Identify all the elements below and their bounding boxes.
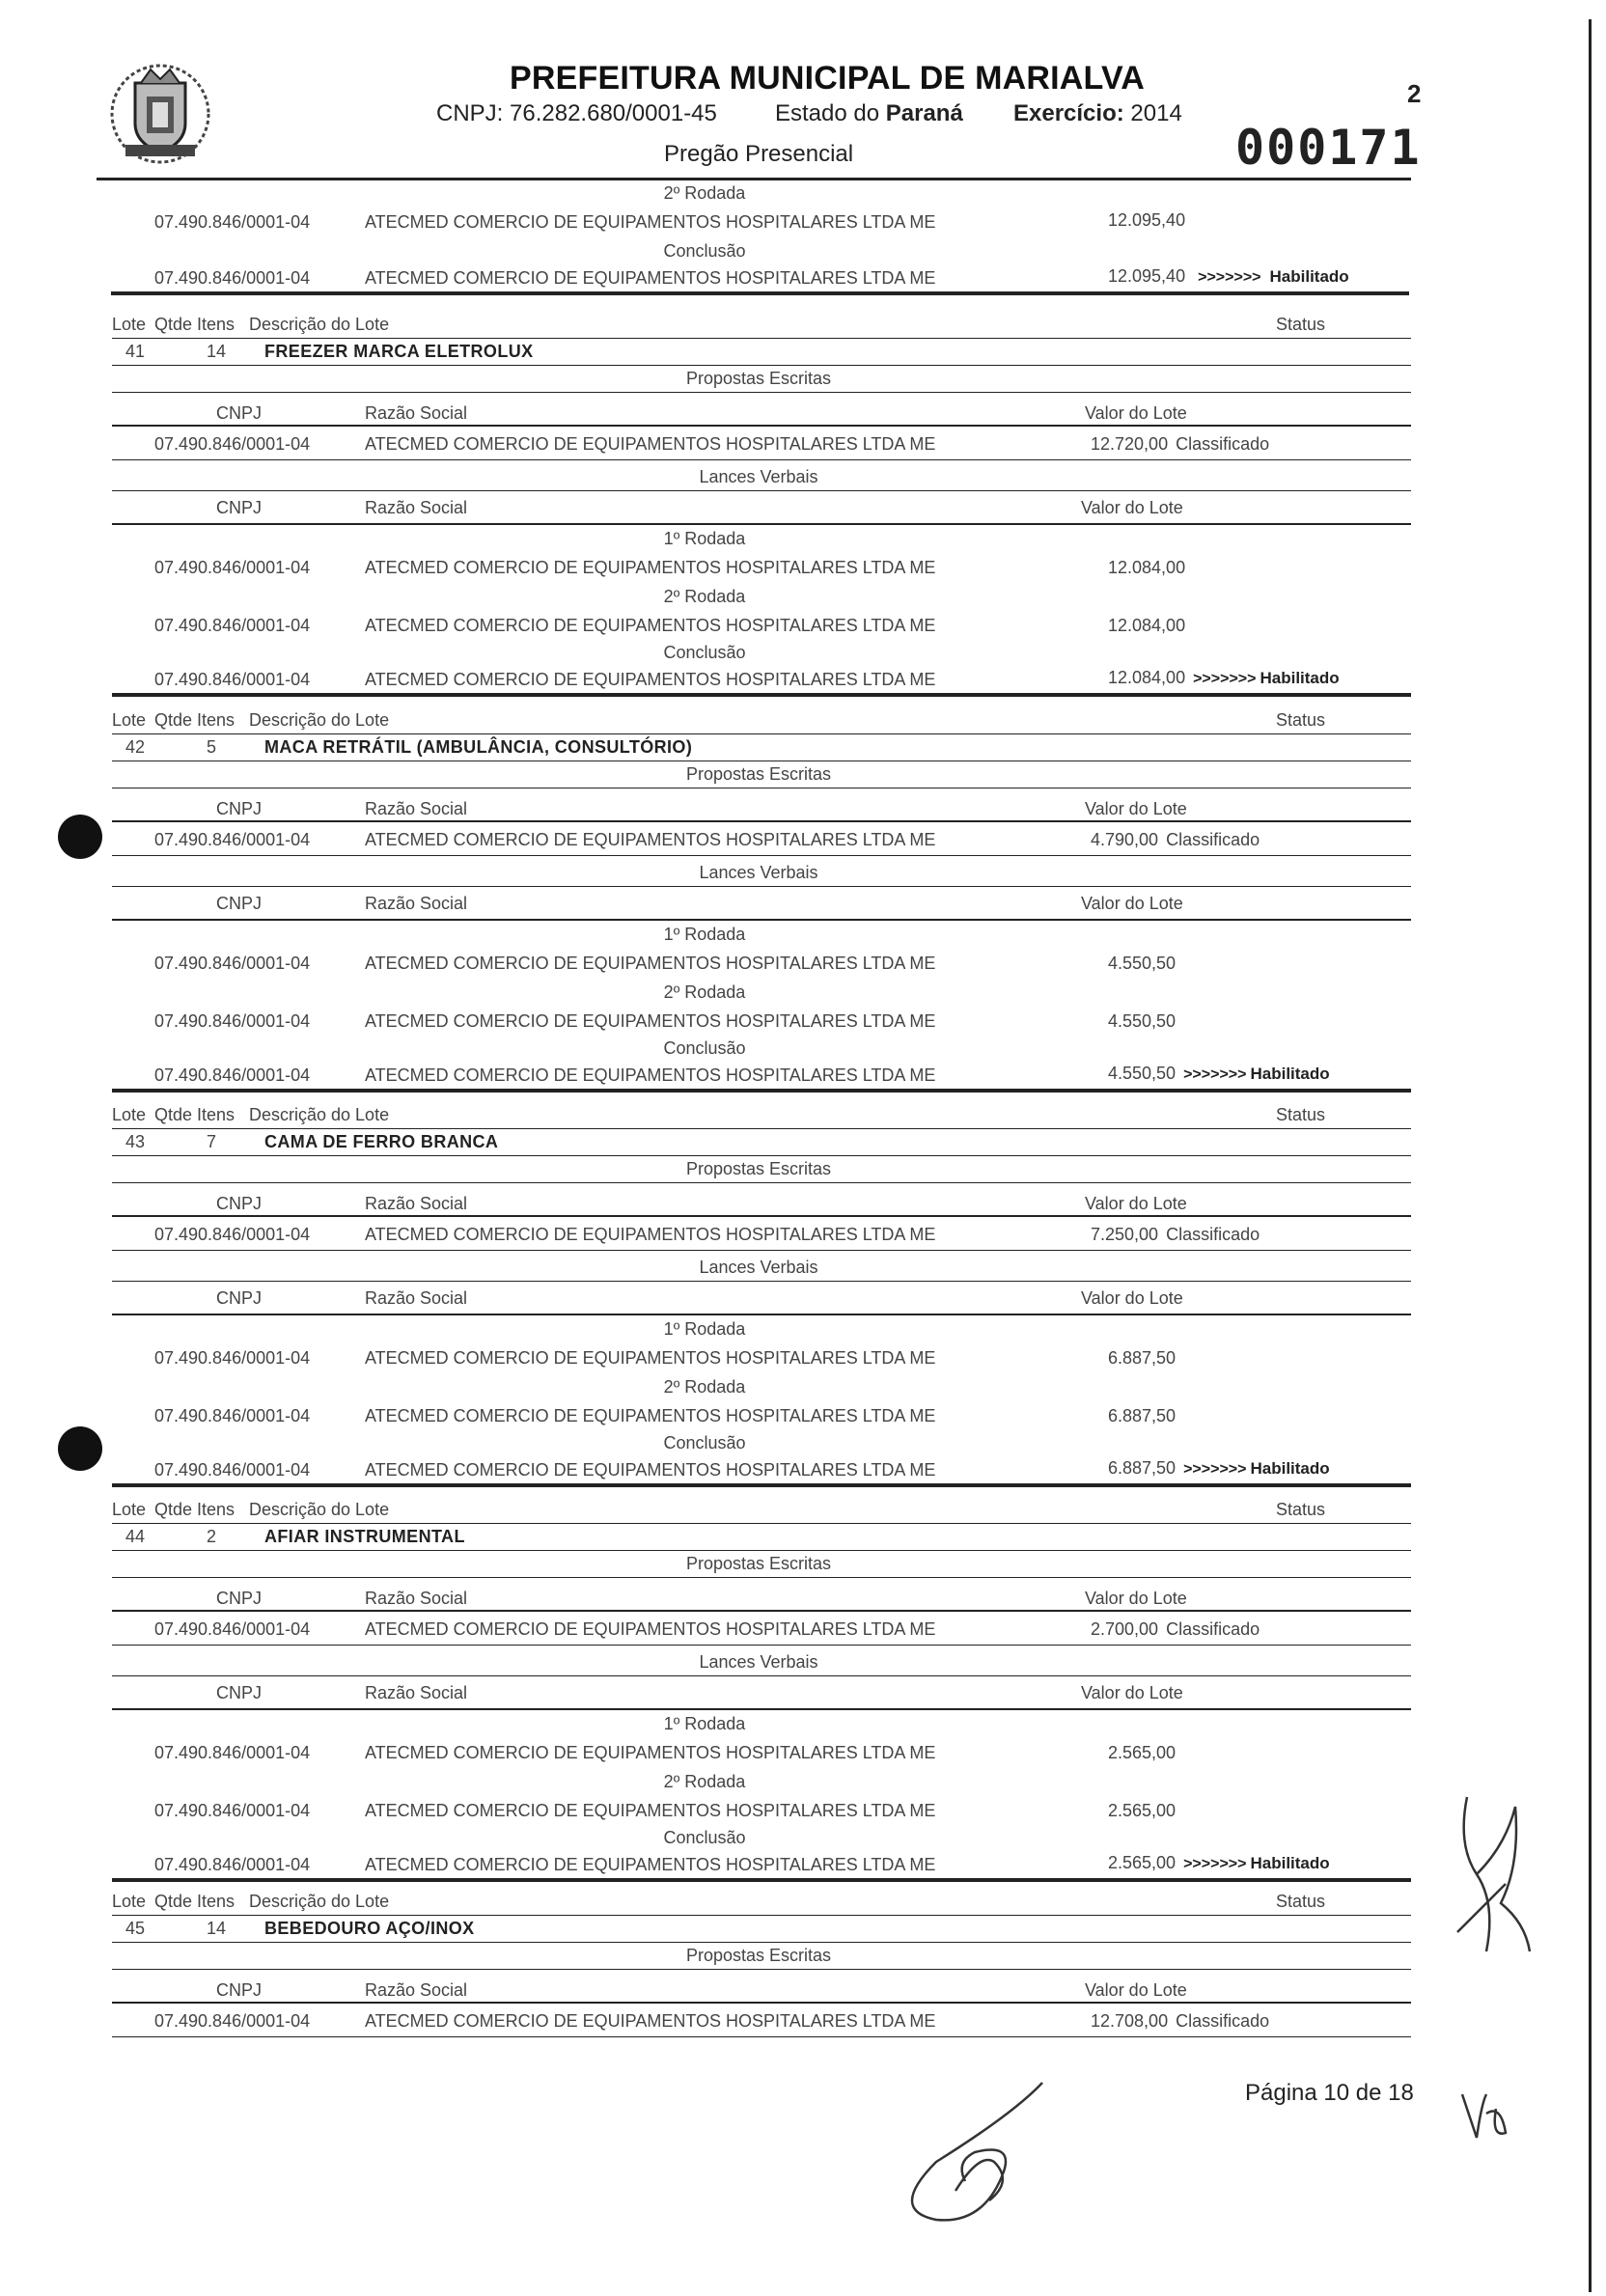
top-rodada-label: 2º Rodada bbox=[663, 183, 746, 203]
lote-number: 45 bbox=[125, 1919, 146, 1938]
valor-col-header: Valor do Lote bbox=[1081, 1683, 1183, 1702]
status-label: Status bbox=[1276, 1500, 1326, 1519]
lote-descricao: BEBEDOURO AÇO/INOX bbox=[264, 1919, 475, 1938]
proposta-razao: ATECMED COMERCIO DE EQUIPAMENTOS HOSPITALARES LTDA ME bbox=[365, 434, 936, 454]
exercicio-label: Exercício: bbox=[1013, 100, 1124, 126]
descricao-label: Descrição do Lote bbox=[249, 1105, 390, 1124]
proposta-razao: ATECMED COMERCIO DE EQUIPAMENTOS HOSPITALARES LTDA ME bbox=[365, 1225, 936, 1244]
conclusao-razao: ATECMED COMERCIO DE EQUIPAMENTOS HOSPITALARES LTDA ME bbox=[365, 1065, 936, 1085]
razao-col-header: Razão Social bbox=[365, 1194, 468, 1213]
rodada1-razao: ATECMED COMERCIO DE EQUIPAMENTOS HOSPITALARES LTDA ME bbox=[365, 954, 936, 973]
modalidade: Pregão Presencial bbox=[664, 141, 854, 167]
proposta-razao: ATECMED COMERCIO DE EQUIPAMENTOS HOSPITALARES LTDA ME bbox=[365, 1619, 936, 1639]
lances-rule bbox=[112, 1675, 1411, 1676]
lote-descricao: FREEZER MARCA ELETROLUX bbox=[264, 342, 534, 361]
rodada1-valor: 6.887,50 bbox=[1108, 1348, 1177, 1368]
arrows: >>>>>>> bbox=[1183, 1066, 1247, 1083]
conclusao-label: Conclusão bbox=[663, 1828, 746, 1847]
rodada1-razao: ATECMED COMERCIO DE EQUIPAMENTOS HOSPITALARES LTDA ME bbox=[365, 558, 936, 577]
punch-hole bbox=[58, 815, 102, 859]
cnpj-col-header: CNPJ bbox=[216, 403, 263, 423]
rodada1-label: 1º Rodada bbox=[663, 925, 746, 944]
rodada2-cnpj: 07.490.846/0001-04 bbox=[154, 1801, 311, 1820]
rodada1-razao: ATECMED COMERCIO DE EQUIPAMENTOS HOSPITALARES LTDA ME bbox=[365, 1743, 936, 1762]
rodada2-valor: 6.887,50 bbox=[1108, 1406, 1177, 1425]
signature-bottom bbox=[898, 2075, 1052, 2234]
lances-label: Lances Verbais bbox=[699, 863, 818, 882]
razao-col-header: Razão Social bbox=[365, 799, 468, 818]
rodada2-razao: ATECMED COMERCIO DE EQUIPAMENTOS HOSPITALARES LTDA ME bbox=[365, 1011, 936, 1031]
exercicio-line bbox=[1013, 100, 1182, 127]
rodada1-label: 1º Rodada bbox=[663, 1319, 746, 1339]
lote-number: 42 bbox=[125, 737, 146, 757]
rodada1-cnpj: 07.490.846/0001-04 bbox=[154, 954, 311, 973]
lote-end-rule bbox=[112, 1878, 1411, 1882]
valor-col-header: Valor do Lote bbox=[1085, 799, 1187, 818]
conclusao-valor bbox=[1108, 668, 1340, 688]
col-header-rule bbox=[112, 1314, 1411, 1315]
conclusao-cnpj: 07.490.846/0001-04 bbox=[154, 1065, 311, 1085]
conclusao-valor bbox=[1108, 1853, 1330, 1873]
conclusao-cnpj: 07.490.846/0001-04 bbox=[154, 1855, 311, 1874]
descricao-label: Descrição do Lote bbox=[249, 710, 390, 730]
col-header-rule bbox=[112, 1708, 1411, 1710]
proposta-valor-number: 4.790,00 bbox=[1091, 830, 1159, 849]
proposta-cnpj: 07.490.846/0001-04 bbox=[154, 1619, 311, 1639]
top-valor: 12.095,40 bbox=[1108, 210, 1186, 230]
estado-label: Estado do bbox=[775, 100, 880, 126]
lote-end-rule bbox=[112, 1483, 1411, 1487]
lances-label: Lances Verbais bbox=[699, 467, 818, 486]
lote-descricao: AFIAR INSTRUMENTAL bbox=[264, 1527, 465, 1546]
status-classificado: Classificado bbox=[1166, 830, 1260, 849]
cnpj-col-header: CNPJ bbox=[216, 498, 263, 517]
propostas-label: Propostas Escritas bbox=[685, 1159, 832, 1178]
razao-col-header: Razão Social bbox=[365, 1683, 468, 1702]
rodada2-cnpj: 07.490.846/0001-04 bbox=[154, 1011, 311, 1031]
top-razao-conclusao: ATECMED COMERCIO DE EQUIPAMENTOS HOSPITALARES LTDA ME bbox=[365, 268, 936, 288]
lances-rule bbox=[112, 886, 1411, 887]
proposta-row-rule bbox=[112, 1250, 1411, 1251]
lote-qtde: 14 bbox=[207, 342, 227, 361]
conclusao-valor bbox=[1108, 1458, 1330, 1479]
qtde-label: Qtde Itens bbox=[154, 1892, 235, 1911]
conclusao-razao: ATECMED COMERCIO DE EQUIPAMENTOS HOSPITALARES LTDA ME bbox=[365, 670, 936, 689]
status-label: Status bbox=[1276, 710, 1326, 730]
top-razao: ATECMED COMERCIO DE EQUIPAMENTOS HOSPITALARES LTDA ME bbox=[365, 212, 936, 232]
status-habilitado: Habilitado bbox=[1269, 267, 1349, 286]
rodada2-label: 2º Rodada bbox=[663, 587, 746, 606]
valor-col-header: Valor do Lote bbox=[1081, 1288, 1183, 1308]
top-valor-conclusao bbox=[1108, 266, 1349, 287]
lote-header-rule bbox=[112, 1128, 1411, 1129]
cnpj-col-header: CNPJ bbox=[216, 1194, 263, 1213]
rodada2-razao: ATECMED COMERCIO DE EQUIPAMENTOS HOSPITALARES LTDA ME bbox=[365, 1801, 936, 1820]
cnpj-col-header: CNPJ bbox=[216, 799, 263, 818]
page-title: PREFEITURA MUNICIPAL DE MARIALVA bbox=[510, 60, 1146, 97]
propostas-label: Propostas Escritas bbox=[685, 764, 832, 784]
conclusao-valor-number: 12.084,00 bbox=[1108, 668, 1186, 687]
propostas-rule bbox=[112, 1577, 1411, 1578]
rodada1-razao: ATECMED COMERCIO DE EQUIPAMENTOS HOSPITALARES LTDA ME bbox=[365, 1348, 936, 1368]
status-classificado: Classificado bbox=[1166, 1619, 1260, 1639]
status-habilitado: Habilitado bbox=[1250, 1459, 1330, 1478]
signature-initials-right bbox=[1457, 2085, 1515, 2147]
razao-col-header: Razão Social bbox=[365, 1589, 468, 1608]
propostas-label: Propostas Escritas bbox=[685, 1554, 832, 1573]
col-header-rule bbox=[112, 425, 1411, 427]
proposta-valor bbox=[1091, 2011, 1269, 2032]
estado-value: Paraná bbox=[885, 100, 963, 126]
status-habilitado: Habilitado bbox=[1260, 669, 1340, 687]
rodada2-label: 2º Rodada bbox=[663, 1377, 746, 1397]
lote-header-rule bbox=[112, 1523, 1411, 1524]
lote-header-rule bbox=[112, 733, 1411, 734]
header-info-line bbox=[436, 100, 717, 127]
conclusao-cnpj: 07.490.846/0001-04 bbox=[154, 1460, 311, 1480]
qtde-label: Qtde Itens bbox=[154, 710, 235, 730]
top-conclusao-label: Conclusão bbox=[663, 241, 746, 261]
rodada2-razao: ATECMED COMERCIO DE EQUIPAMENTOS HOSPITALARES LTDA ME bbox=[365, 616, 936, 635]
lote-desc-rule bbox=[112, 1942, 1411, 1943]
rodada1-label: 1º Rodada bbox=[663, 1714, 746, 1733]
lote-desc-rule bbox=[112, 1550, 1411, 1551]
arrows: >>>>>>> bbox=[1183, 1461, 1247, 1478]
proposta-row-rule bbox=[112, 1645, 1411, 1646]
lote-qtde: 7 bbox=[207, 1132, 217, 1151]
rodada1-valor: 2.565,00 bbox=[1108, 1743, 1177, 1762]
valor-col-header: Valor do Lote bbox=[1081, 894, 1183, 913]
top-section-rule bbox=[111, 291, 1409, 295]
lote-label: Lote bbox=[112, 1500, 147, 1519]
lote-number: 44 bbox=[125, 1527, 146, 1546]
descricao-label: Descrição do Lote bbox=[249, 1500, 390, 1519]
lote-label: Lote bbox=[112, 1105, 147, 1124]
rodada2-valor: 2.565,00 bbox=[1108, 1801, 1177, 1820]
rodada2-cnpj: 07.490.846/0001-04 bbox=[154, 616, 311, 635]
status-habilitado: Habilitado bbox=[1250, 1065, 1330, 1083]
proposta-valor bbox=[1091, 1619, 1260, 1640]
lote-label: Lote bbox=[112, 1892, 147, 1911]
signature-right bbox=[1448, 1787, 1535, 1966]
rodada1-cnpj: 07.490.846/0001-04 bbox=[154, 1348, 311, 1368]
conclusao-label: Conclusão bbox=[663, 1038, 746, 1058]
proposta-cnpj: 07.490.846/0001-04 bbox=[154, 434, 311, 454]
status-classificado: Classificado bbox=[1166, 1225, 1260, 1244]
proposta-row-rule bbox=[112, 2036, 1411, 2037]
rodada2-razao: ATECMED COMERCIO DE EQUIPAMENTOS HOSPITALARES LTDA ME bbox=[365, 1406, 936, 1425]
arrows: >>>>>>> bbox=[1198, 269, 1261, 286]
corner-mark: 2 bbox=[1407, 79, 1422, 108]
exercicio-value: 2014 bbox=[1130, 100, 1182, 126]
descricao-label: Descrição do Lote bbox=[249, 1892, 390, 1911]
descricao-label: Descrição do Lote bbox=[249, 315, 390, 334]
lote-number: 43 bbox=[125, 1132, 146, 1151]
top-cnpj-conclusao: 07.490.846/0001-04 bbox=[154, 268, 311, 288]
rodada1-valor: 12.084,00 bbox=[1108, 558, 1186, 577]
proposta-cnpj: 07.490.846/0001-04 bbox=[154, 1225, 311, 1244]
conclusao-valor-number: 4.550,50 bbox=[1108, 1064, 1177, 1083]
status-label: Status bbox=[1276, 315, 1326, 334]
conclusao-razao: ATECMED COMERCIO DE EQUIPAMENTOS HOSPITALARES LTDA ME bbox=[365, 1460, 936, 1480]
proposta-valor bbox=[1091, 1225, 1260, 1245]
page-stamp-number: 000171 bbox=[1235, 120, 1422, 176]
col-header-rule bbox=[112, 1215, 1411, 1217]
rodada2-cnpj: 07.490.846/0001-04 bbox=[154, 1406, 311, 1425]
rodada2-label: 2º Rodada bbox=[663, 1772, 746, 1791]
valor-col-header: Valor do Lote bbox=[1081, 498, 1183, 517]
status-label: Status bbox=[1276, 1105, 1326, 1124]
propostas-rule bbox=[112, 392, 1411, 393]
cnpj-col-header: CNPJ bbox=[216, 1589, 263, 1608]
col-header-rule bbox=[112, 523, 1411, 525]
status-label: Status bbox=[1276, 1892, 1326, 1911]
lote-descricao: MACA RETRÁTIL (AMBULÂNCIA, CONSULTÓRIO) bbox=[264, 737, 693, 757]
punch-hole bbox=[58, 1426, 102, 1471]
rodada2-valor: 4.550,50 bbox=[1108, 1011, 1177, 1031]
cnpj-col-header: CNPJ bbox=[216, 1288, 263, 1308]
conclusao-valor-number: 2.565,00 bbox=[1108, 1853, 1177, 1872]
cnpj-col-header: CNPJ bbox=[216, 1683, 263, 1702]
proposta-valor bbox=[1091, 830, 1260, 850]
proposta-cnpj: 07.490.846/0001-04 bbox=[154, 2011, 311, 2031]
status-classificado: Classificado bbox=[1176, 2011, 1270, 2031]
conclusao-label: Conclusão bbox=[663, 1433, 746, 1452]
qtde-label: Qtde Itens bbox=[154, 1105, 235, 1124]
proposta-valor-number: 12.708,00 bbox=[1091, 2011, 1169, 2031]
razao-col-header: Razão Social bbox=[365, 1980, 468, 2000]
proposta-razao: ATECMED COMERCIO DE EQUIPAMENTOS HOSPITALARES LTDA ME bbox=[365, 2011, 936, 2031]
lote-header-rule bbox=[112, 1915, 1411, 1916]
proposta-row-rule bbox=[112, 459, 1411, 460]
razao-col-header: Razão Social bbox=[365, 894, 468, 913]
col-header-rule bbox=[112, 820, 1411, 822]
razao-col-header: Razão Social bbox=[365, 498, 468, 517]
lote-header-rule bbox=[112, 338, 1411, 339]
col-header-rule bbox=[112, 919, 1411, 921]
valor-col-header: Valor do Lote bbox=[1085, 1194, 1187, 1213]
qtde-label: Qtde Itens bbox=[154, 1500, 235, 1519]
rodada2-valor: 12.084,00 bbox=[1108, 616, 1186, 635]
rodada1-cnpj: 07.490.846/0001-04 bbox=[154, 558, 311, 577]
lote-end-rule bbox=[112, 693, 1411, 697]
lote-number: 41 bbox=[125, 342, 146, 361]
valor-col-header: Valor do Lote bbox=[1085, 1980, 1187, 2000]
page-edge-line bbox=[1589, 19, 1592, 2292]
col-header-rule bbox=[112, 2002, 1411, 2004]
razao-col-header: Razão Social bbox=[365, 1288, 468, 1308]
lote-qtde: 2 bbox=[207, 1527, 217, 1546]
lote-qtde: 14 bbox=[207, 1919, 227, 1938]
top-cnpj: 07.490.846/0001-04 bbox=[154, 212, 311, 232]
conclusao-cnpj: 07.490.846/0001-04 bbox=[154, 670, 311, 689]
municipal-crest-logo bbox=[106, 60, 214, 168]
lote-qtde: 5 bbox=[207, 737, 217, 757]
propostas-rule bbox=[112, 1969, 1411, 1970]
propostas-label: Propostas Escritas bbox=[685, 1946, 832, 1965]
arrows: >>>>>>> bbox=[1183, 1856, 1247, 1872]
conclusao-valor-number: 6.887,50 bbox=[1108, 1458, 1177, 1478]
proposta-row-rule bbox=[112, 855, 1411, 856]
qtde-label: Qtde Itens bbox=[154, 315, 235, 334]
propostas-rule bbox=[112, 1182, 1411, 1183]
conclusao-razao: ATECMED COMERCIO DE EQUIPAMENTOS HOSPITALARES LTDA ME bbox=[365, 1855, 936, 1874]
page-number: Página 10 de 18 bbox=[1245, 2080, 1414, 2106]
proposta-razao: ATECMED COMERCIO DE EQUIPAMENTOS HOSPITALARES LTDA ME bbox=[365, 830, 936, 849]
lote-end-rule bbox=[112, 1089, 1411, 1093]
rodada1-valor: 4.550,50 bbox=[1108, 954, 1177, 973]
col-header-rule bbox=[112, 1610, 1411, 1612]
proposta-valor-number: 7.250,00 bbox=[1091, 1225, 1159, 1244]
proposta-valor-number: 2.700,00 bbox=[1091, 1619, 1159, 1639]
propostas-label: Propostas Escritas bbox=[685, 369, 832, 388]
cnpj-col-header: CNPJ bbox=[216, 894, 263, 913]
proposta-valor bbox=[1091, 434, 1269, 455]
valor-col-header: Valor do Lote bbox=[1085, 403, 1187, 423]
valor-col-header: Valor do Lote bbox=[1085, 1589, 1187, 1608]
rodada1-cnpj: 07.490.846/0001-04 bbox=[154, 1743, 311, 1762]
status-habilitado: Habilitado bbox=[1250, 1854, 1330, 1872]
lances-label: Lances Verbais bbox=[699, 1258, 818, 1277]
conclusao-label: Conclusão bbox=[663, 643, 746, 662]
conclusao-valor bbox=[1108, 1064, 1330, 1084]
lote-label: Lote bbox=[112, 315, 147, 334]
lances-label: Lances Verbais bbox=[699, 1652, 818, 1672]
proposta-valor-number: 12.720,00 bbox=[1091, 434, 1169, 454]
top-valor-final: 12.095,40 bbox=[1108, 266, 1186, 286]
lote-label: Lote bbox=[112, 710, 147, 730]
razao-col-header: Razão Social bbox=[365, 403, 468, 423]
arrows: >>>>>>> bbox=[1193, 671, 1257, 687]
header-rule bbox=[97, 178, 1411, 180]
lances-rule bbox=[112, 490, 1411, 491]
rodada1-label: 1º Rodada bbox=[663, 529, 746, 548]
lote-desc-rule bbox=[112, 1155, 1411, 1156]
cnpj-col-header: CNPJ bbox=[216, 1980, 263, 2000]
estado-line bbox=[775, 100, 963, 127]
lote-desc-rule bbox=[112, 365, 1411, 366]
lote-descricao: CAMA DE FERRO BRANCA bbox=[264, 1132, 499, 1151]
proposta-cnpj: 07.490.846/0001-04 bbox=[154, 830, 311, 849]
status-classificado: Classificado bbox=[1176, 434, 1270, 454]
lances-rule bbox=[112, 1281, 1411, 1282]
rodada2-label: 2º Rodada bbox=[663, 982, 746, 1002]
cnpj-value: 76.282.680/0001-45 bbox=[510, 100, 717, 126]
cnpj-label: CNPJ: bbox=[436, 100, 504, 126]
